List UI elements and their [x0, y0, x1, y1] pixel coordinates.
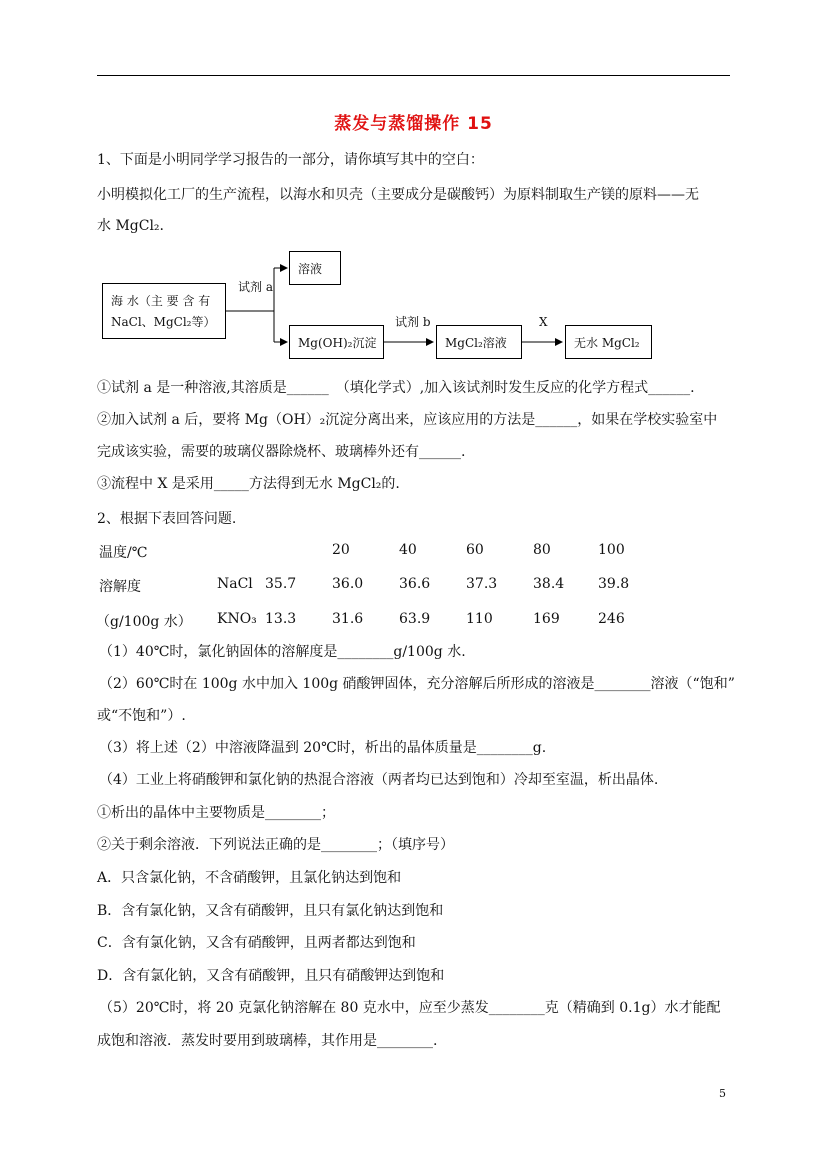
- q1-desc-line2: 水 MgCl₂.: [97, 218, 164, 234]
- option-b: B．含有氯化钠，又含有硝酸钾，且只有氯化钠达到饱和: [97, 903, 444, 919]
- q2-part2-line1: （2）60℃时在 100g 水中加入 100g 硝酸钾固体，充分溶解后所形成的溶液是________溶液（“饱和”: [99, 676, 735, 692]
- option-a: A．只含氯化钠，不含硝酸钾，且氯化钠达到饱和: [97, 870, 402, 886]
- q1-item2-line2: 完成该实验，需要的玻璃仪器除烧杯、玻璃棒外还有______.: [97, 444, 466, 460]
- seawater-label-line2: NaCl、MgCl₂等）: [111, 315, 216, 329]
- q1-item1: ①试剂 a 是一种溶液,其溶质是______ （填化学式）,加入该试剂时发生反应的化学方程式______.: [97, 380, 695, 396]
- value-cell: 246: [598, 611, 625, 627]
- substance-cell: KNO₃: [217, 611, 257, 627]
- q2-part5-line2: 成饱和溶液．蒸发时要用到玻璃棒，其作用是________.: [97, 1033, 438, 1049]
- q1-item3: ③流程中 X 是采用_____方法得到无水 MgCl₂的.: [97, 476, 400, 492]
- q2-part5-line1: （5）20℃时，将 20 克氯化钠溶解在 80 克水中，应至少蒸发________克（精确到 0.1g）水才能配: [99, 1000, 721, 1016]
- q2-part4-item1: ①析出的晶体中主要物质是________；: [97, 805, 335, 821]
- q1-intro: 1、下面是小明同学学习报告的一部分，请你填写其中的空白：: [97, 152, 484, 168]
- substance-cell: NaCl: [217, 576, 253, 592]
- temp-cell: 20: [332, 542, 350, 558]
- temp-cell: 40: [399, 542, 417, 558]
- temp-cell: 80: [533, 542, 551, 558]
- q2-part3: （3）将上述（2）中溶液降温到 20℃时，析出的晶体质量是________g.: [99, 740, 547, 756]
- value-cell: 39.8: [598, 576, 630, 592]
- reagent-b-label: 试剂 b: [395, 315, 431, 329]
- seawater-label-line1: 海 水（主 要 含 有: [111, 294, 211, 308]
- anhydrous-box: [565, 325, 652, 359]
- temp-cell: 100: [598, 542, 625, 558]
- value-cell: 36.6: [399, 576, 431, 592]
- q2-part4-item2: ②关于剩余溶液．下列说法正确的是________；（填序号）: [97, 837, 454, 853]
- value-cell: 35.7: [265, 576, 297, 592]
- reagent-a-label: 试剂 a: [238, 280, 273, 294]
- solution-box: [289, 251, 341, 285]
- unit-label: （g/100g 水）: [96, 614, 192, 630]
- page-number: 5: [719, 1087, 726, 1100]
- q2-part2-line2: 或“不饱和”）.: [97, 708, 186, 724]
- temp-label: 温度/℃: [99, 545, 148, 561]
- q1-item2-line1: ②加入试剂 a 后，要将 Mg（OH）₂沉淀分离出来，应该应用的方法是______，如果在学校实验室中: [97, 412, 718, 428]
- page-title: 蒸发与蒸馏操作 15: [334, 114, 493, 134]
- value-cell: 31.6: [332, 611, 364, 627]
- value-cell: 36.0: [332, 576, 364, 592]
- x-label: X: [539, 315, 548, 329]
- option-d: D．含有氯化钠，又含有硝酸钾，且只有硝酸钾达到饱和: [97, 968, 445, 984]
- temp-cell: 60: [466, 542, 484, 558]
- seawater-box: [102, 283, 226, 339]
- value-cell: 37.3: [466, 576, 498, 592]
- q2-part1: （1）40℃时，氯化钠固体的溶解度是________g/100g 水.: [99, 644, 466, 660]
- solubility-label: 溶解度: [99, 579, 141, 595]
- value-cell: 13.3: [265, 611, 297, 627]
- q1-desc-line1: 小明模拟化工厂的生产流程，以海水和贝壳（主要成分是碳酸钙）为原料制取生产镁的原料——无: [97, 187, 699, 203]
- q2-part4: （4）工业上将硝酸钾和氯化钠的热混合溶液（两者均已达到饱和）冷却至室温，析出晶体.: [99, 772, 659, 788]
- value-cell: 110: [466, 611, 493, 627]
- anhydrous-label: 无水 MgCl₂: [574, 335, 640, 350]
- solution-label: 溶液: [298, 261, 323, 276]
- value-cell: 63.9: [399, 611, 431, 627]
- value-cell: 169: [533, 611, 560, 627]
- option-c: C．含有氯化钠，又含有硝酸钾，且两者都达到饱和: [97, 935, 416, 951]
- precipitate-label: Mg(OH)₂沉淀: [298, 335, 377, 350]
- q2-intro: 2、根据下表回答问题.: [97, 511, 237, 527]
- mgcl2-solution-box: [436, 325, 522, 359]
- value-cell: 38.4: [533, 576, 565, 592]
- precipitate-box: [289, 325, 384, 359]
- mgcl2-solution-label: MgCl₂溶液: [445, 335, 507, 350]
